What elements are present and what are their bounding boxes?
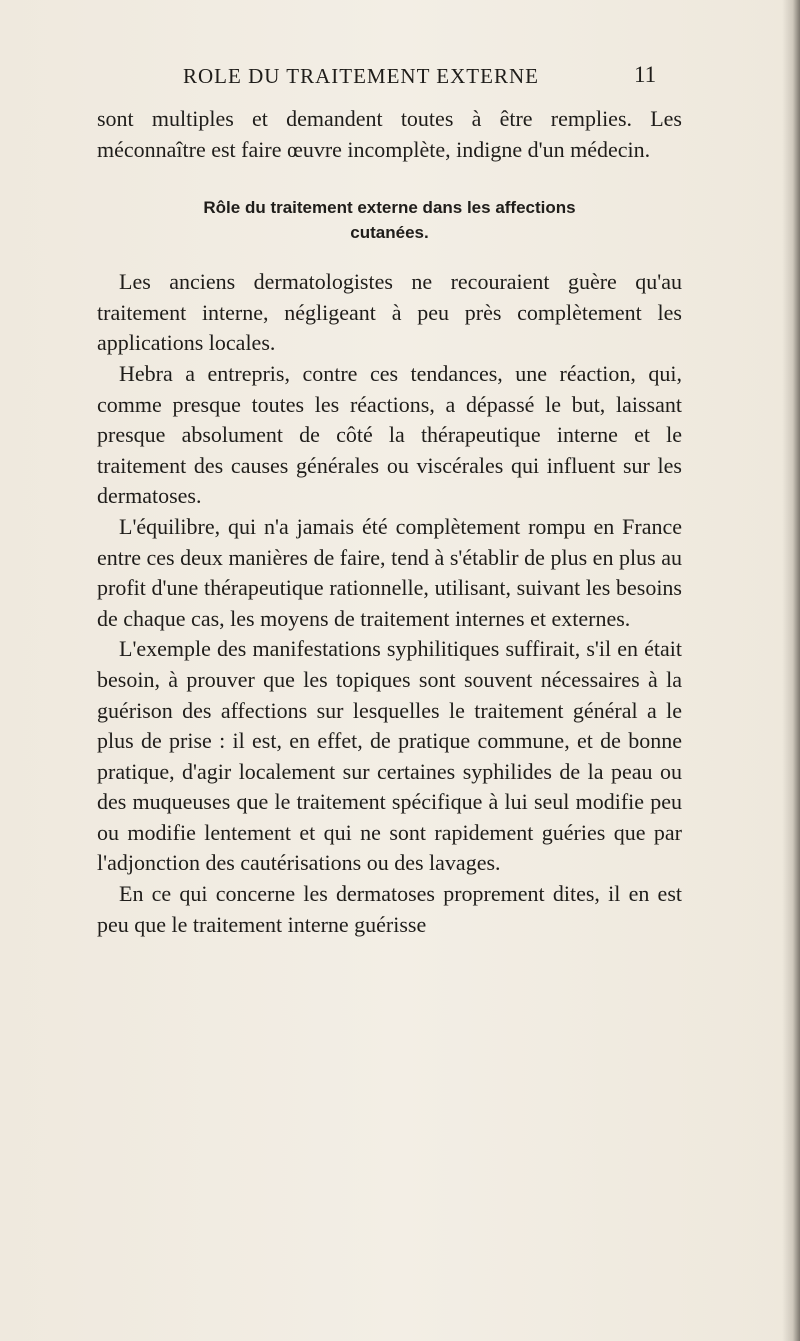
paragraph: L'exemple des manifestations syphilitiques suffirait, s'il en était besoin, à prouver que les topiques sont souvent nécessaires à la guérison des affections sur lesquelles le traitement général a le plus de prise : il est, en effet, de pratique commune, et de bonne pratique, d'agir localement sur certaines syphilides de la peau ou des muqueuses que le traitement spécifique à lui seul modifie peu ou modifie lentement et qui ne sont rapidement guéries que par l'adjonction des cautérisations ou des lavages. [97,636,682,876]
running-title: ROLE DU TRAITEMENT EXTERNE [183,64,539,88]
page-number: 11 [634,62,657,87]
section-heading-line: Rôle du traitement externe dans les affections [203,198,576,218]
paragraph: Hebra a entrepris, contre ces tendances, une réaction, qui, comme presque toutes les réactions, a dépassé le but, laissant presque absolument de côté la thérapeutique interne et le traitement des causes générales ou viscérales qui influent sur les dermatoses. [97,360,682,509]
paragraph: En ce qui concerne les dermatoses proprement dites, il en est peu que le traitement interne guérisse [97,881,682,937]
section-heading-line: cutanées. [350,223,429,243]
running-header [0,64,800,94]
paragraph-continuation: sont multiples et demandent toutes à être remplies. Les méconnaître est faire œuvre incomplète, indigne d'un médecin. [97,106,682,162]
body-text [97,104,682,940]
paragraph: L'équilibre, qui n'a jamais été complètement rompu en France entre ces deux manières de faire, tend à s'établir de plus en plus au profit d'une thérapeutique rationnelle, utilisant, suivant les besoins de chaque cas, les moyens de traitement internes et externes. [97,513,682,631]
section-heading [97,195,682,245]
paragraph: Les anciens dermatologistes ne recouraient guère qu'au traitement interne, négligeant à peu près complètement les applications locales. [97,269,682,356]
page-edge-shadow [782,0,800,1341]
